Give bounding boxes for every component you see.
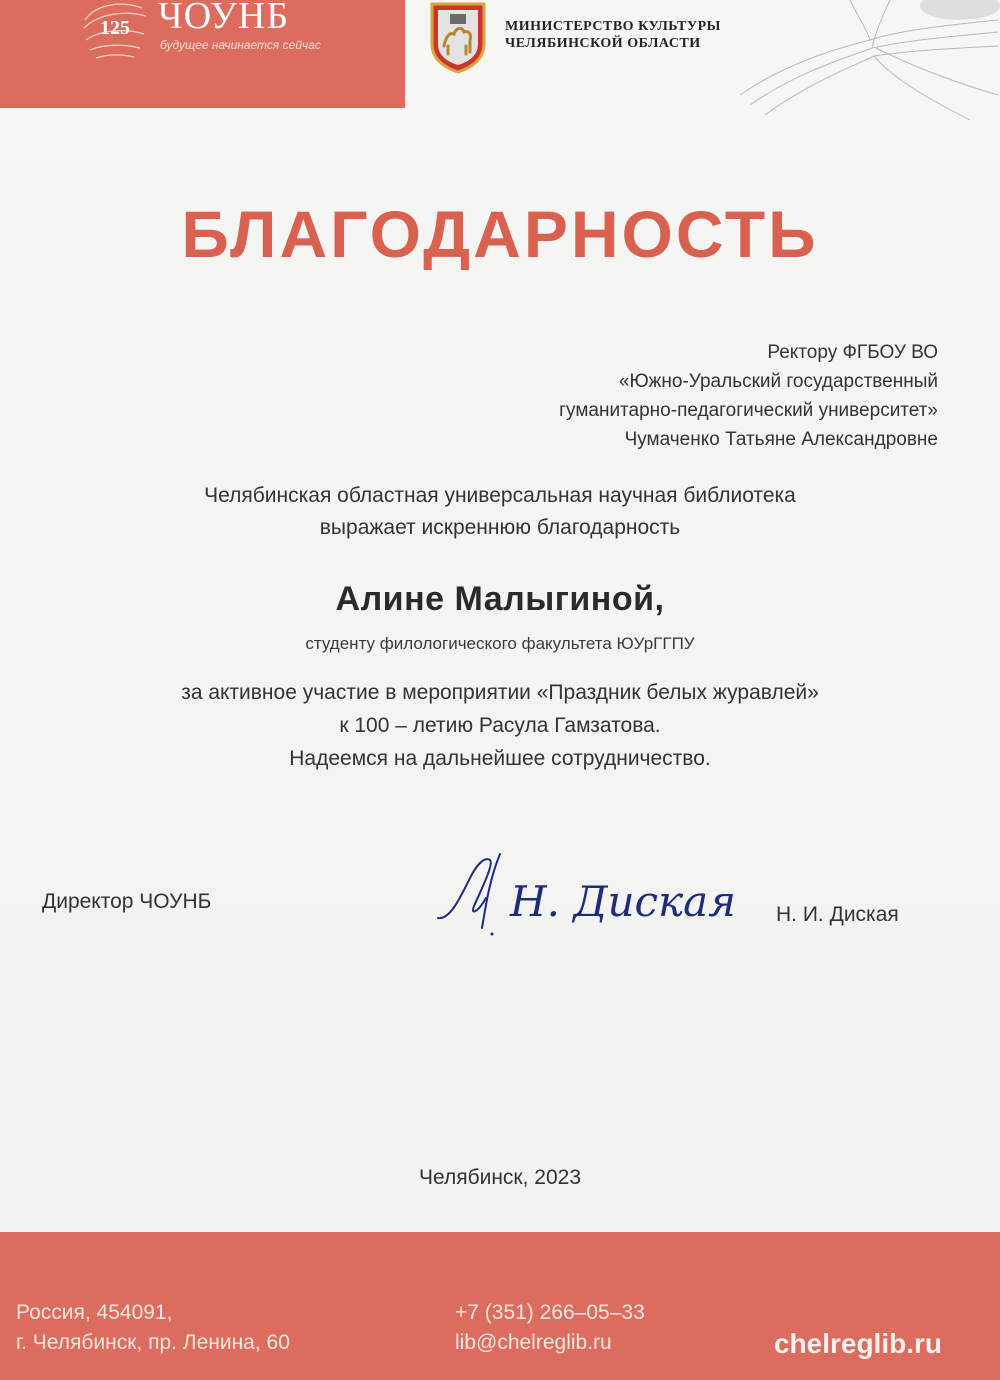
footer-phone: +7 (351) 266–05–33 [455, 1301, 645, 1324]
ministry-line-2: ЧЕЛЯБИНСКОЙ ОБЛАСТИ [505, 36, 701, 51]
footer-website: chelreglib.ru [773, 1328, 942, 1359]
footer-band [0, 1232, 1000, 1380]
awardee-name: Алине Малыгиной, [335, 580, 665, 618]
city-and-year: Челябинск, 2023 [418, 1166, 582, 1189]
reason-text [0, 676, 1000, 775]
org-line-2: выражает искреннюю благодарность [319, 516, 681, 539]
recipient-line-1: Ректору ФГБОУ ВО [767, 342, 938, 363]
director-name: Н. И. Диская [776, 903, 899, 926]
header-band [0, 0, 405, 108]
logo-slogan: будущее начинается сейчас [160, 38, 321, 52]
library-125-logo-icon [80, 0, 150, 62]
certificate-title: БЛАГОДАРНОСТЬ [181, 197, 819, 271]
footer-address [16, 1298, 290, 1358]
address-line-2: г. Челябинск, пр. Ленина, 60 [16, 1331, 290, 1354]
signature-handwriting: Н. Диская [510, 877, 736, 926]
reason-line-2: к 100 – летию Расула Гамзатова. [339, 714, 661, 737]
handwritten-signature [430, 848, 736, 938]
ministry-name [505, 18, 721, 52]
logo-number: 125 [100, 17, 130, 39]
footer-contacts [455, 1298, 645, 1358]
director-title: Директор ЧОУНБ [42, 890, 212, 913]
ministry-line-1: МИНИСТЕРСТВО КУЛЬТУРЫ [505, 19, 721, 34]
reason-line-3: Надеемся на дальнейшее сотрудничество. [289, 747, 711, 770]
footer-email: lib@chelreglib.ru [455, 1331, 612, 1354]
open-book-illustration-icon [730, 0, 1000, 125]
organization-statement [0, 480, 1000, 544]
reason-line-1: за активное участие в мероприятии «Праздник белых журавлей» [181, 681, 819, 704]
chelyabinsk-crest-icon [428, 0, 488, 74]
address-line-1: Россия, 454091, [16, 1301, 173, 1324]
logo-title: ЧОУНБ [158, 0, 290, 37]
awardee-description: студенту филологического факультета ЮУрГГПУ [305, 634, 695, 653]
recipient-line-4: Чумаченко Татьяне Александровне [624, 429, 938, 450]
org-line-1: Челябинская областная универсальная научная библиотека [204, 484, 796, 507]
recipient-block [559, 338, 938, 454]
recipient-line-3: гуманитарно-педагогический университет» [559, 400, 938, 421]
recipient-line-2: «Южно-Уральский государственный [618, 371, 938, 392]
